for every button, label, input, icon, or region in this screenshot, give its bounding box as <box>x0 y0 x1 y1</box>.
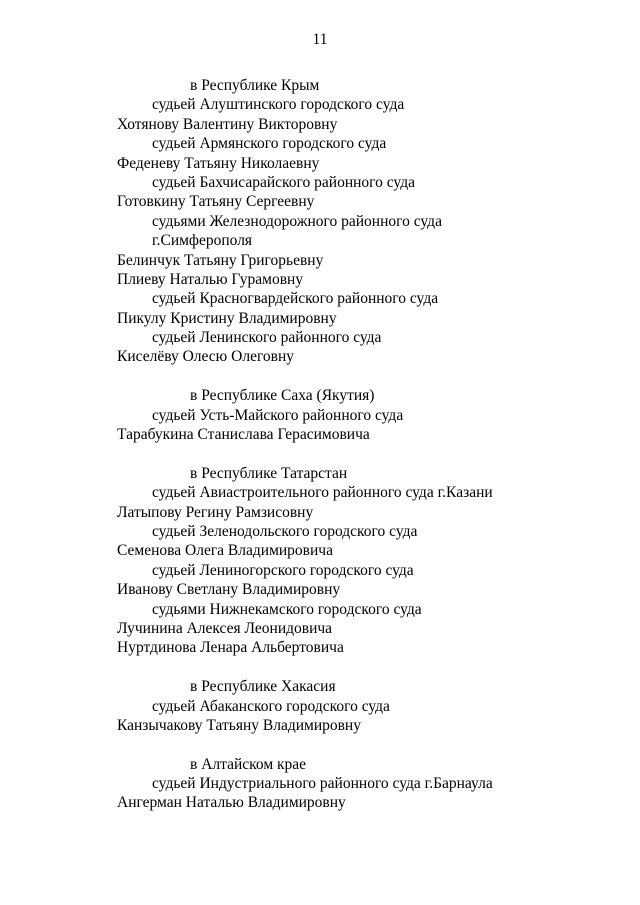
judge-name-line: Пикулу Кристину Владимировну <box>117 309 337 327</box>
court-appointment-line: судьей Алуштинского городского суда <box>152 96 405 114</box>
judge-name-line: Феденеву Татьяну Николаевну <box>117 154 320 172</box>
region-heading: в Алтайском крае <box>190 755 307 773</box>
court-appointment-line: судьей Лениногорского городского суда <box>152 561 414 579</box>
region-heading: в Республике Татарстан <box>190 464 348 482</box>
court-appointment-line: судьей Ленинского районного суда <box>152 329 382 347</box>
court-appointment-line: судьями Железнодорожного районного суда <box>152 212 442 230</box>
court-appointment-line: судьей Зеленодольского городского суда <box>152 522 418 540</box>
judge-name-line: Белинчук Татьяну Григорьевну <box>117 251 324 269</box>
judge-name-line: Тарабукина Станислава Герасимовича <box>117 426 370 444</box>
judge-name-line: Хотянову Валентину Викторовну <box>117 115 338 133</box>
judge-name-line: Канзычакову Татьяну Владимировну <box>117 716 361 734</box>
court-appointment-line: судьей Бахчисарайского районного суда <box>152 173 415 191</box>
region-section <box>0 386 640 444</box>
court-appointment-line: судьей Индустриального районного суда г.Барнаула <box>152 775 493 793</box>
court-appointment-line: судьей Усть-Майского районного суда <box>152 406 404 424</box>
region-section <box>0 677 640 735</box>
region-section <box>0 76 640 367</box>
judge-name-line: Плиеву Наталью Гурамовну <box>117 270 304 288</box>
judge-name-line: Ангерман Наталью Владимировну <box>117 794 346 812</box>
judge-name-line: Латыпову Регину Рамзисовну <box>117 503 314 521</box>
court-appointment-line: судьей Красногвардейского районного суда <box>152 290 439 308</box>
region-section <box>0 464 640 658</box>
court-appointment-line: судьей Абаканского городского суда <box>152 697 390 715</box>
court-appointment-line: судьей Армянского городского суда <box>152 135 387 153</box>
region-section <box>0 755 640 813</box>
judge-name-line: Готовкину Татьяну Сергеевну <box>117 193 315 211</box>
court-appointment-line: судьями Нижнекамского городского суда <box>152 600 422 618</box>
judge-name-line: Иванову Светлану Владимировну <box>117 581 341 599</box>
judge-name-line: Семенова Олега Владимировича <box>117 542 333 560</box>
judge-name-line: Киселёву Олесю Олеговну <box>117 348 295 366</box>
region-heading: в Республике Хакасия <box>190 678 336 696</box>
judge-name-line: Лучинина Алексея Леонидовича <box>117 619 333 637</box>
court-appointment-line: судьей Авиастроительного районного суда г.Казани <box>152 484 493 502</box>
region-heading: в Республике Крым <box>190 77 320 94</box>
document-body <box>0 76 640 832</box>
court-appointment-line: г.Симферополя <box>152 232 253 250</box>
region-heading: в Республике Саха (Якутия) <box>190 387 375 405</box>
page-number: 11 <box>312 31 328 48</box>
judge-name-line: Нуртдинова Ленара Альбертовича <box>117 639 344 657</box>
